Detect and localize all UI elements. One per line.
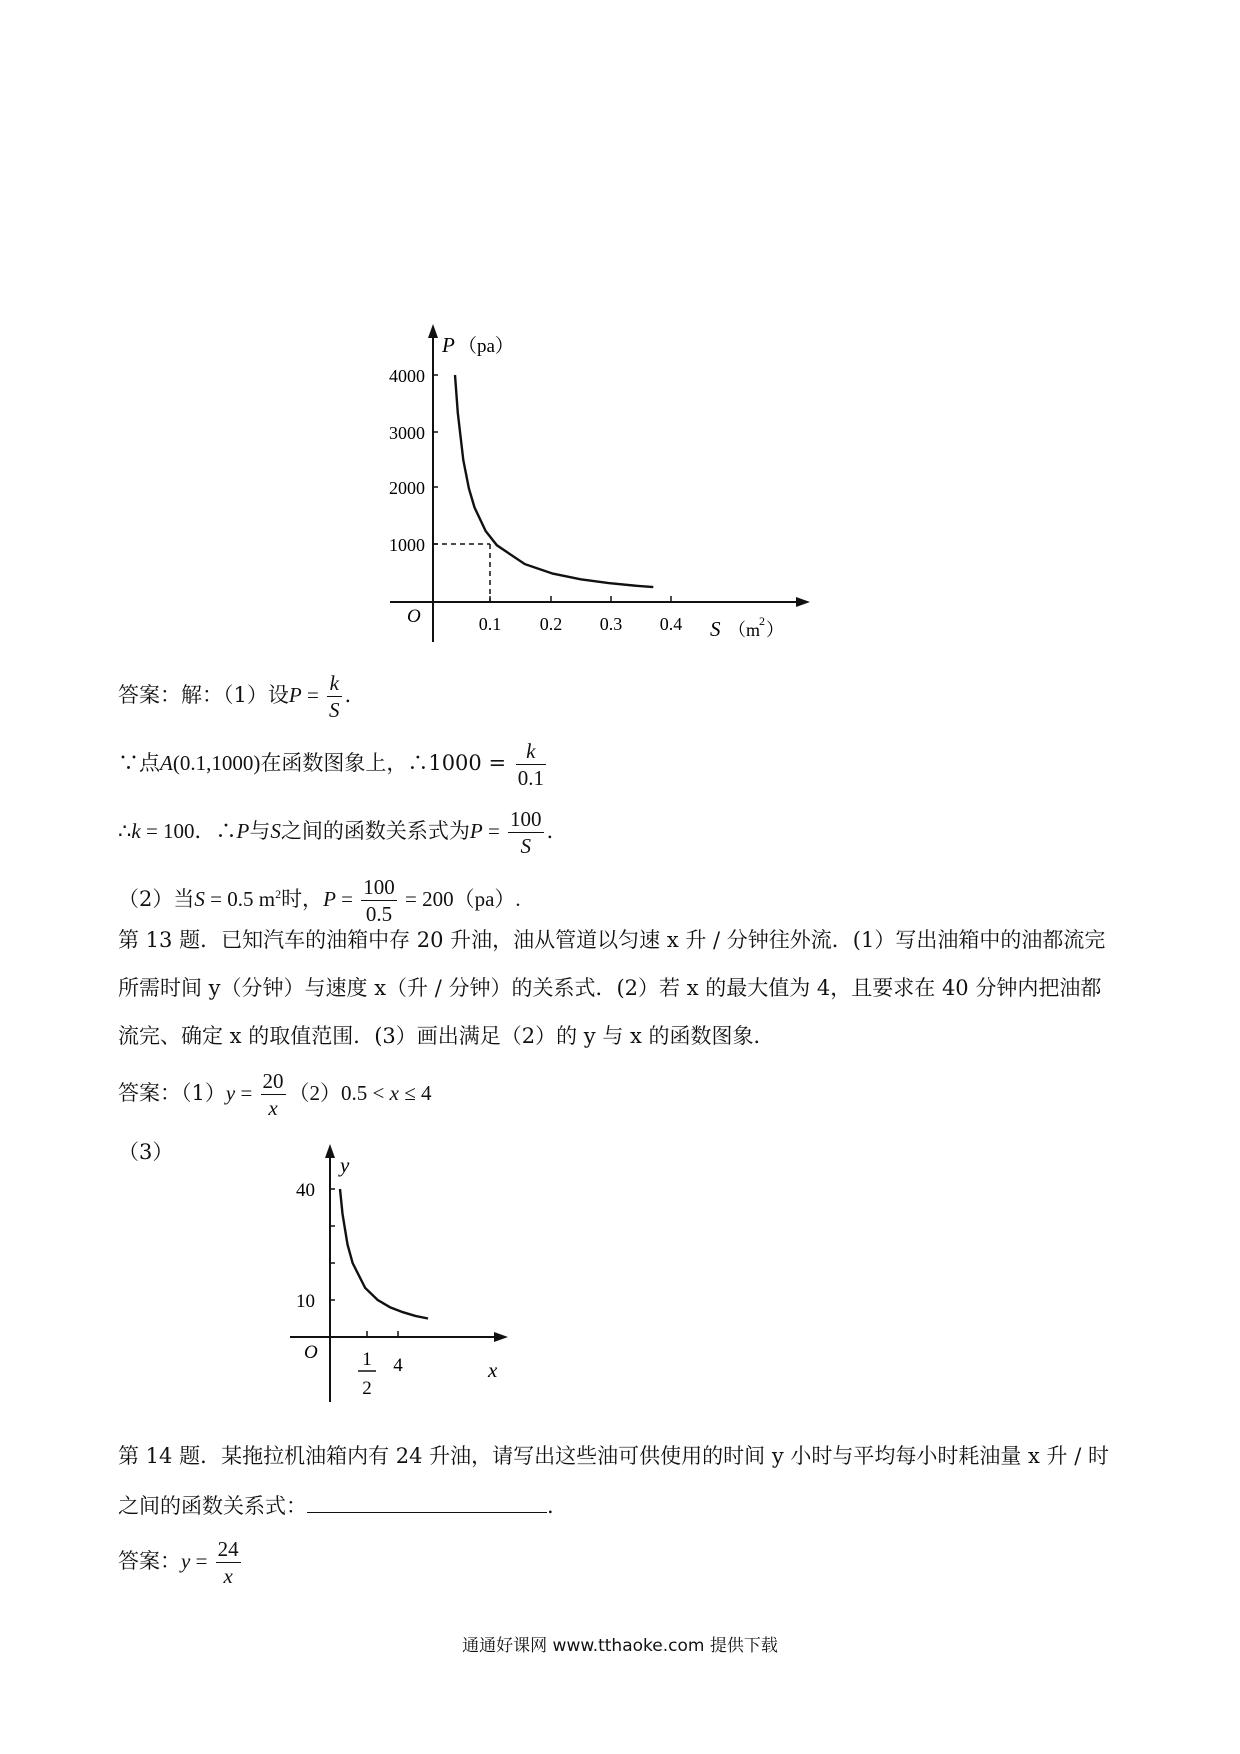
q13-line1: 第 13 题．已知汽车的油箱中存 20 升油，油从管道以匀速 x 升 / 分钟往外流．(1）写出油箱中的油都流完 [118, 928, 1106, 952]
fraction-numerator: k [526, 739, 536, 763]
chart1-origin-label: O [407, 606, 421, 627]
q13-fraction-20-over-x [261, 1068, 286, 1121]
answer12-k-value: = 100．∴ [140, 819, 237, 843]
answer12-relation-text: 之间的函数关系式为 [280, 819, 470, 843]
answer12-therefore: ∴ [118, 819, 132, 843]
answer12-because: ∵点 [118, 751, 160, 775]
answer12-fraction-100-over-0.5 [361, 874, 397, 927]
answer12-line1 [118, 670, 351, 723]
chart1-ytick-label-1000: 1000 [389, 535, 425, 555]
fraction-denominator: S [508, 832, 544, 859]
chart1-xtick-label-0.2: 0.2 [539, 614, 563, 634]
answer12-result: = 200（pa）. [399, 887, 521, 911]
answer12-fraction-k-over-0.1 [516, 738, 546, 791]
q13-var-y: y [225, 1081, 236, 1105]
answer12-period: . [344, 683, 352, 707]
q13-range-prefix: （2）0.5 < [288, 1081, 390, 1105]
fraction-denominator: 0.5 [361, 900, 397, 927]
answer12-point-a: A [160, 751, 173, 775]
pressure-area-chart [370, 320, 830, 650]
chart2-xtick-label-half-num: 1 [362, 1349, 372, 1370]
chart2-y-arrow [325, 1144, 335, 1158]
chart1-xtick-label-0.4: 0.4 [659, 614, 683, 634]
answer12-when: 时， [281, 887, 324, 911]
answer12-unit-sup: 2 [275, 887, 282, 901]
chart1-ytick-label-2000: 2000 [389, 478, 425, 498]
answer12-period: . [546, 819, 554, 843]
answer12-var-p2: P [469, 819, 483, 843]
q13-var-x: x [389, 1081, 399, 1105]
chart2-y-label: y [340, 1153, 350, 1177]
q13-line2: 所需时间 y（分钟）与速度 x（升 / 分钟）的关系式．(2）若 x 的最大值为 4，且要求在 40 分钟内把油都 [118, 976, 1102, 1000]
chart2-ytick-label-10: 10 [296, 1291, 315, 1312]
q14-answer-blank[interactable] [307, 1494, 547, 1513]
chart1-xtick-label-0.1: 0.1 [478, 614, 502, 634]
answer12-therefore-text: 在函数图象上，∴1000 = [260, 751, 513, 775]
chart2-origin-label: O [304, 1342, 318, 1363]
chart1-x-label: S [710, 617, 721, 641]
chart2-x-label: x [488, 1358, 498, 1382]
answer12-var-p: P [288, 683, 302, 707]
chart1-ytick-label-4000: 4000 [389, 366, 425, 386]
q14-line2 [118, 1494, 554, 1517]
chart1-x-arrow [796, 597, 810, 607]
chart1-xtick-label-0.3: 0.3 [599, 614, 623, 634]
q14-eq: = [190, 1549, 213, 1573]
answer12-point-coord: (0.1,1000) [172, 751, 261, 775]
chart1-y-label: P [442, 333, 455, 357]
chart1-x-unit: （m [728, 620, 761, 640]
q13-range-end: ≤ 4 [398, 1081, 432, 1105]
fraction-denominator: S [329, 698, 340, 722]
fraction-denominator: x [261, 1094, 286, 1121]
q13-eq: = [235, 1081, 258, 1105]
fraction-denominator: x [216, 1562, 241, 1589]
q13-line3: 流完、确定 x 的取值范围．(3）画出满足（2）的 y 与 x 的函数图象． [118, 1024, 775, 1048]
answer12-var-s: S [270, 819, 281, 843]
fraction-denominator: 0.1 [517, 766, 544, 790]
chart2-curve [340, 1189, 428, 1319]
answer12-var-s: S [194, 887, 205, 911]
fraction-numerator: 100 [363, 875, 395, 899]
chart1-ytick-label-3000: 3000 [389, 423, 425, 443]
answer12-and: 与 [249, 819, 271, 843]
chart2-ytick-label-40: 40 [296, 1180, 315, 1201]
q14-line2-end: . [547, 1494, 554, 1518]
page-footer: 通通好课网 www.tthaoke.com 提供下载 [462, 1636, 778, 1656]
q14-answer-prefix: 答案： [118, 1549, 181, 1573]
fraction-numerator: 100 [510, 807, 542, 831]
answer12-var-p: P [236, 819, 250, 843]
answer12-line2 [118, 738, 549, 791]
answer12-var-k: k [131, 819, 141, 843]
chart1-y-unit: （pa） [458, 336, 514, 357]
answer12-s-value: = 0.5 m [204, 887, 276, 911]
y-x-inverse-chart [270, 1140, 530, 1410]
fraction-numerator: 24 [217, 1537, 239, 1561]
q13-answer-prefix: 答案：（1） [118, 1081, 226, 1105]
q14-answer [118, 1536, 244, 1589]
q14-var-y: y [181, 1549, 191, 1573]
chart1-y-arrow [428, 324, 438, 338]
q14-line1: 第 14 题．某拖拉机油箱内有 24 升油，请写出这些油可供使用的时间 y 小时与平均每小时耗油量 x 升 / 时 [118, 1444, 1109, 1468]
answer12-part2: （2）当 [118, 887, 195, 911]
q14-fraction-24-over-x [216, 1536, 241, 1589]
answer12-fraction-100-over-s [508, 806, 544, 859]
answer12-eq: = [301, 683, 325, 707]
fraction-numerator: 20 [262, 1069, 284, 1093]
q14-line2-text: 之间的函数关系式： [118, 1494, 307, 1518]
fraction-numerator: k [329, 671, 339, 695]
chart1-x-unit-close: ） [766, 620, 784, 640]
chart2-xtick-label-4: 4 [393, 1355, 403, 1376]
answer12-line3 [118, 806, 553, 859]
answer12-eq: = [482, 819, 506, 843]
answer12-var-p: P [323, 887, 336, 911]
answer12-fraction-k-over-s [327, 670, 342, 723]
chart1-curve [455, 375, 653, 587]
answer12-prefix: 答案：解：（1）设 [118, 683, 289, 707]
q13-part3-label: （3） [118, 1140, 174, 1164]
chart2-xtick-label-half-den: 2 [362, 1378, 372, 1399]
answer12-line4 [118, 874, 521, 927]
chart2-x-arrow [494, 1332, 508, 1342]
answer12-eq: = [335, 887, 359, 911]
chart1-x-unit-sup: 2 [759, 614, 765, 628]
q13-answer [118, 1068, 432, 1121]
